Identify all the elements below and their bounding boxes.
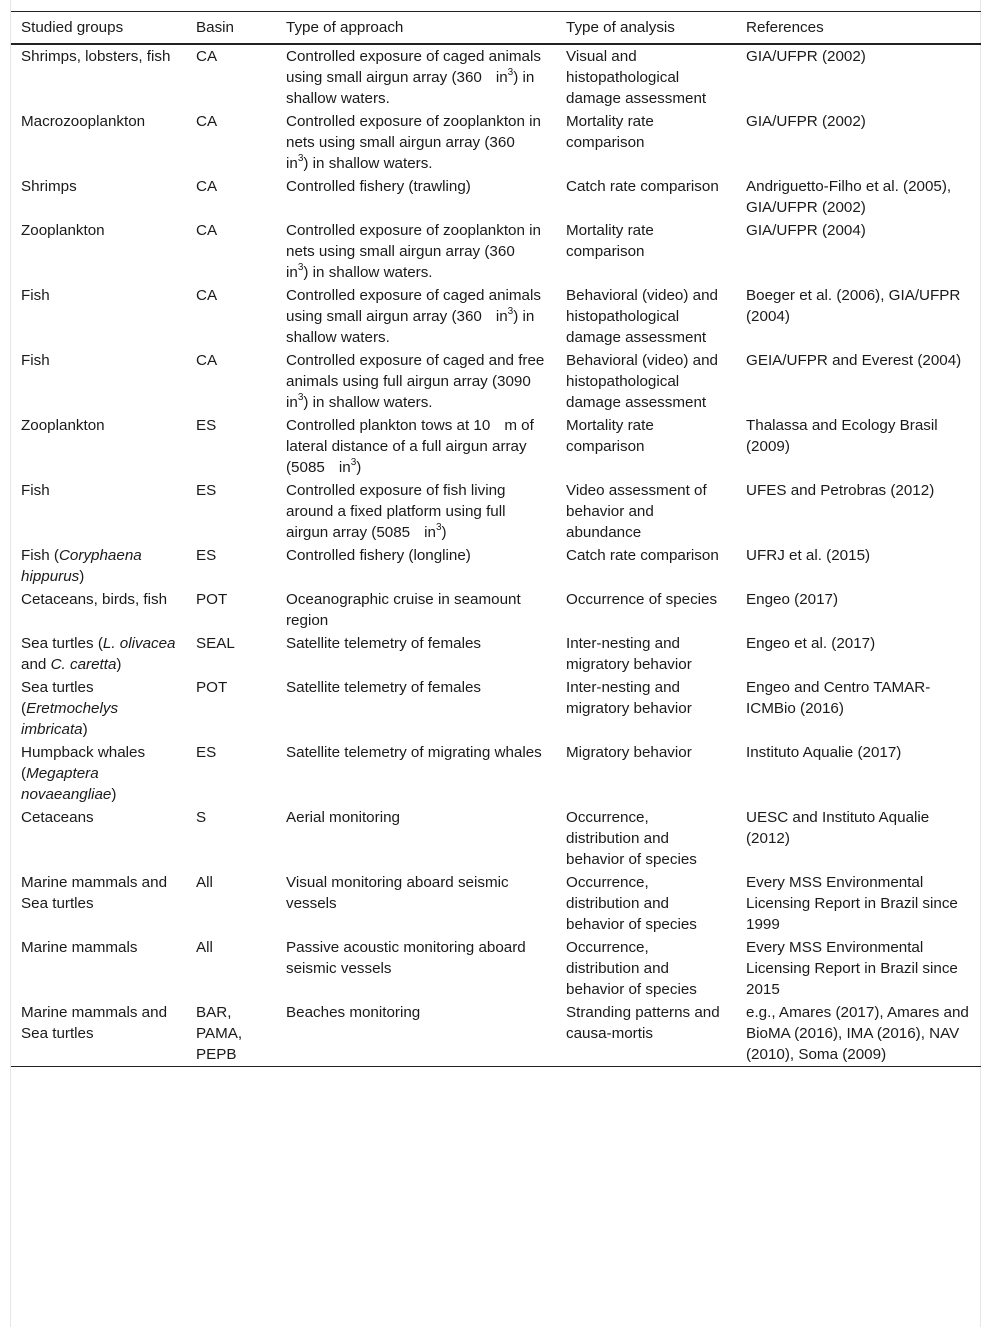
references-cell: UFES and Petrobras (2012) — [746, 482, 935, 499]
approach-cell: Aerial monitoring — [286, 809, 400, 826]
text-segment: Controlled exposure of zooplankton in nets using small airgun array (360 — [286, 222, 541, 260]
table-row — [11, 632, 981, 676]
basin-cell: POT — [196, 591, 228, 608]
table-row — [11, 1001, 981, 1067]
text-segment: ) in shallow waters. — [286, 69, 535, 107]
basin-cell: ES — [196, 482, 217, 499]
text-segment: in — [424, 524, 436, 541]
approach-cell: Satellite telemetry of females — [286, 635, 481, 652]
group-cell — [11, 544, 186, 588]
group-cell: Fish — [21, 352, 50, 369]
approach-cell — [276, 349, 556, 414]
analysis-cell: Video assessment of behavior and abundance — [566, 482, 707, 541]
references-cell: UFRJ et al. (2015) — [746, 547, 871, 564]
text-segment: ) — [356, 459, 362, 476]
basin-cell: CA — [196, 113, 218, 130]
table-body — [11, 44, 981, 1067]
text-segment: m of lateral distance of a full airgun array (5085 — [286, 417, 534, 476]
text-segment: ) in shallow waters. — [303, 264, 433, 281]
basin-cell: ES — [196, 744, 217, 761]
analysis-cell: Behavioral (video) and histopathological damage assessment — [566, 287, 718, 346]
analysis-cell: Mortality rate comparison — [566, 113, 654, 151]
table-row — [11, 806, 981, 871]
group-cell: Cetaceans, birds, fish — [21, 591, 168, 608]
references-cell: Engeo and Centro TAMAR-ICMBio (2016) — [746, 679, 931, 717]
approach-cell: Satellite telemetry of females — [286, 679, 481, 696]
group-cell — [11, 676, 186, 741]
analysis-cell: Catch rate comparison — [566, 178, 719, 195]
group-cell: Marine mammals — [21, 939, 138, 956]
table-row — [11, 871, 981, 936]
references-cell: Instituto Aqualie (2017) — [746, 744, 902, 761]
approach-cell: Controlled fishery (longline) — [286, 547, 471, 564]
basin-cell: CA — [196, 48, 218, 65]
basin-cell: ES — [196, 417, 217, 434]
table-row — [11, 110, 981, 175]
analysis-cell: Inter-nesting and migratory behavior — [566, 679, 692, 717]
table-row — [11, 44, 981, 110]
basin-cell: CA — [196, 178, 218, 195]
text-segment: in — [338, 459, 351, 476]
table-row — [11, 284, 981, 349]
group-cell: Shrimps — [21, 178, 77, 195]
superscript: 3 — [507, 66, 514, 78]
superscript: 3 — [507, 305, 514, 317]
basin-cell: All — [196, 874, 213, 891]
text-segment: in — [286, 155, 298, 172]
header-type-of-analysis: Type of analysis — [566, 19, 675, 36]
table-row — [11, 588, 981, 632]
references-cell: Thalassa and Ecology Brasil (2009) — [746, 417, 938, 455]
approach-cell: Passive acoustic monitoring aboard seismic vessels — [286, 939, 526, 977]
group-cell: Cetaceans — [21, 809, 94, 826]
italic-text: C. caretta — [50, 656, 117, 673]
header-basin: Basin — [196, 19, 234, 36]
basin-cell: S — [196, 809, 207, 826]
text-segment: ) in shallow waters. — [303, 394, 433, 411]
text-segment: Sea turtles ( — [21, 635, 103, 652]
basin-cell: CA — [196, 352, 218, 369]
approach-cell: Visual monitoring aboard seismic vessels — [286, 874, 509, 912]
text-segment: ) — [82, 721, 88, 738]
analysis-cell: Occurrence, distribution and behavior of species — [566, 939, 697, 998]
italic-text: Megaptera novaeangliae — [21, 765, 112, 803]
table-row — [11, 676, 981, 741]
group-cell — [11, 632, 186, 676]
basin-cell: ES — [196, 547, 217, 564]
text-segment: Controlled exposure of caged animals using small airgun array (360 — [286, 287, 541, 325]
approach-cell: Beaches monitoring — [286, 1004, 421, 1021]
studies-table — [11, 11, 981, 1067]
group-cell: Fish — [21, 287, 50, 304]
text-segment: ) — [116, 656, 122, 673]
basin-cell: POT — [196, 679, 228, 696]
analysis-cell: Behavioral (video) and histopathological damage assessment — [566, 352, 718, 411]
basin-cell: CA — [196, 287, 218, 304]
analysis-cell: Mortality rate comparison — [566, 417, 654, 455]
table-row — [11, 175, 981, 219]
text-segment: in — [495, 69, 508, 86]
text-segment: Sea turtles ( — [21, 679, 94, 717]
table-row — [11, 936, 981, 1001]
text-segment: ) in shallow waters. — [286, 308, 535, 346]
basin-cell: SEAL — [196, 635, 235, 652]
approach-cell: Controlled fishery (trawling) — [286, 178, 471, 195]
header-row — [11, 12, 981, 45]
analysis-cell: Occurrence, distribution and behavior of species — [566, 874, 697, 933]
group-cell: Shrimps, lobsters, fish — [21, 48, 171, 65]
superscript: 3 — [435, 521, 442, 533]
group-cell: Marine mammals and Sea turtles — [21, 1004, 168, 1042]
superscript: 3 — [297, 391, 304, 403]
text-segment: Controlled exposure of zooplankton in nets using small airgun array (360 — [286, 113, 541, 151]
table-row — [11, 349, 981, 414]
references-cell: Boeger et al. (2006), GIA/UFPR (2004) — [746, 287, 961, 325]
references-cell: Every MSS Environmental Licensing Report in Brazil since 1999 — [746, 874, 958, 933]
group-cell: Marine mammals and Sea turtles — [21, 874, 168, 912]
references-cell: Engeo et al. (2017) — [746, 635, 876, 652]
superscript: 3 — [350, 456, 357, 468]
text-segment: Humpback whales ( — [21, 744, 146, 782]
text-segment: and — [21, 656, 51, 673]
text-segment: Controlled plankton tows at 10 — [286, 417, 491, 434]
text-segment: ) — [79, 568, 85, 585]
italic-text: L. olivacea — [102, 635, 176, 652]
basin-cell: All — [196, 939, 213, 956]
text-segment: Controlled exposure of caged animals using small airgun array (360 — [286, 48, 541, 86]
approach-cell — [276, 414, 556, 479]
references-cell: GEIA/UFPR and Everest (2004) — [746, 352, 962, 369]
text-segment: ) — [111, 786, 117, 803]
text-segment: ) — [441, 524, 447, 541]
references-cell: GIA/UFPR (2002) — [746, 48, 866, 65]
basin-cell: BAR, PAMA, PEPB — [196, 1004, 243, 1063]
group-cell: Fish — [21, 482, 50, 499]
approach-cell — [276, 44, 556, 110]
analysis-cell: Migratory behavior — [566, 744, 692, 761]
text-segment: Fish ( — [21, 547, 59, 564]
group-cell: Zooplankton — [21, 417, 105, 434]
header-studied-groups: Studied groups — [21, 19, 124, 36]
text-segment: in — [286, 264, 298, 281]
approach-cell — [276, 479, 556, 544]
analysis-cell: Inter-nesting and migratory behavior — [566, 635, 692, 673]
approach-cell: Satellite telemetry of migrating whales — [286, 744, 542, 761]
references-cell: Andriguetto-Filho et al. (2005), GIA/UFPR (2002) — [746, 178, 952, 216]
table-row — [11, 219, 981, 284]
analysis-cell: Visual and histopathological damage assessment — [566, 48, 707, 107]
group-cell: Macrozooplankton — [21, 113, 146, 130]
group-cell: Zooplankton — [21, 222, 105, 239]
approach-cell — [276, 110, 556, 175]
approach-cell: Oceanographic cruise in seamount region — [286, 591, 521, 629]
analysis-cell: Catch rate comparison — [566, 547, 719, 564]
superscript: 3 — [297, 261, 304, 273]
table-row — [11, 479, 981, 544]
analysis-cell: Stranding patterns and causa-mortis — [566, 1004, 720, 1042]
italic-text: Eretmochelys imbricata — [21, 700, 119, 738]
text-segment: Controlled exposure of caged and free animals using full airgun array (3090 — [286, 352, 545, 390]
italic-text: Coryphaena hippurus — [21, 547, 142, 585]
text-segment: in — [286, 394, 298, 411]
table-row — [11, 544, 981, 588]
superscript: 3 — [297, 152, 304, 164]
references-cell: GIA/UFPR (2002) — [746, 113, 866, 130]
references-cell: UESC and Instituto Aqualie (2012) — [746, 809, 930, 847]
analysis-cell: Occurrence of species — [566, 591, 718, 608]
text-segment: Controlled exposure of fish living around a fixed platform using full airgun array (5085 — [286, 482, 506, 541]
references-cell: Engeo (2017) — [746, 591, 839, 608]
table-header — [11, 12, 981, 45]
approach-cell — [276, 219, 556, 284]
basin-cell: CA — [196, 222, 218, 239]
analysis-cell: Mortality rate comparison — [566, 222, 654, 260]
references-cell: Every MSS Environmental Licensing Report in Brazil since 2015 — [746, 939, 958, 998]
approach-cell — [276, 284, 556, 349]
header-references: References — [746, 19, 824, 36]
table-row — [11, 414, 981, 479]
analysis-cell: Occurrence, distribution and behavior of species — [566, 809, 697, 868]
header-type-of-approach: Type of approach — [286, 19, 404, 36]
table-row — [11, 741, 981, 806]
text-segment: in — [495, 308, 508, 325]
text-segment: ) in shallow waters. — [303, 155, 433, 172]
references-cell: GIA/UFPR (2004) — [746, 222, 866, 239]
references-cell: e.g., Amares (2017), Amares and BioMA (2016), IMA (2016), NAV (2010), Soma (2009) — [746, 1004, 969, 1063]
group-cell — [11, 741, 186, 806]
